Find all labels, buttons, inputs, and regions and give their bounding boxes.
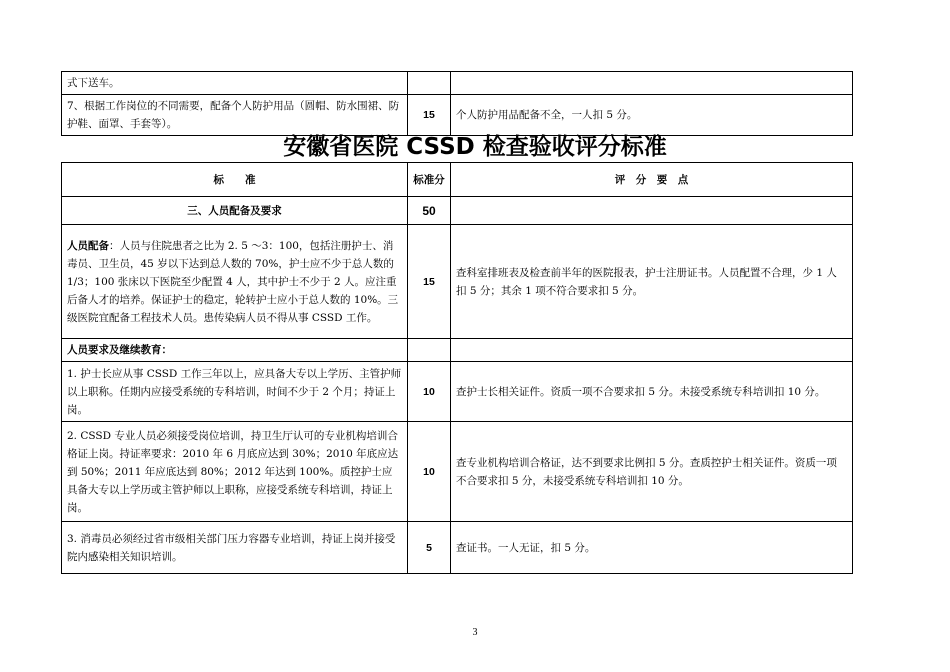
score-cell [408, 339, 451, 362]
points-cell: 查护士长相关证件。资质一项不合要求扣 5 分。未接受系统专科培训扣 10 分。 [451, 362, 853, 422]
header-score: 标准分 [408, 163, 451, 197]
points-cell: 查科室排班表及检查前半年的医院报表，护士注册证书。人员配置不合理，少 1 人扣 5 分；其余 1 项不符合要求扣 5 分。 [451, 225, 853, 339]
points-cell: 个人防护用品配备不全，一人扣 5 分。 [451, 95, 853, 136]
section-points [451, 197, 853, 225]
standard-cell: 3. 消毒员必须经过省市级相关部门压力容器专业培训，持证上岗并接受院内感染相关知识培训。 [62, 522, 408, 574]
education-header: 人员要求及继续教育： [62, 339, 408, 362]
points-cell: 查证书。一人无证，扣 5 分。 [451, 522, 853, 574]
page-title: 安徽省医院 CSSD 检查验收评分标准 [283, 134, 667, 160]
section-label: 三、人员配备及要求 [62, 197, 408, 225]
table-row [62, 522, 853, 574]
table-header-row [62, 163, 853, 197]
score-cell: 15 [408, 225, 451, 339]
staffing-text: ：人员与住院患者之比为 2. 5 ～3：100，包括注册护士、消毒员、卫生员，45 岁以下达到总人数的 70%，护士应不少于总人数的 1/3；100 张床以下医院至少配置 4 人，其中护士不少于 2 人。应注重后备人才的培养。保证护士的稳定，轮转护士应小于总人数的 10%。三级医院宜配备工程技术人员。患传染病人员不得从事 CSSD 工作。 [67, 239, 399, 324]
score-cell: 5 [408, 522, 451, 574]
table-row [62, 339, 853, 362]
staffing-lead: 人员配备 [67, 239, 109, 252]
points-cell [451, 72, 853, 95]
score-cell: 10 [408, 422, 451, 522]
standard-cell [62, 225, 408, 339]
header-standard: 标 准 [62, 163, 408, 197]
section-score: 50 [408, 197, 451, 225]
scoring-table [61, 162, 853, 574]
table-row [62, 225, 853, 339]
page-number: 3 [472, 627, 478, 638]
standard-cell: 式下送车。 [62, 72, 408, 95]
section-row [62, 197, 853, 225]
continuation-table [61, 71, 853, 136]
points-cell: 查专业机构培训合格证，达不到要求比例扣 5 分。查质控护士相关证件。资质一项不合要求扣 5 分，未接受系统专科培训扣 10 分。 [451, 422, 853, 522]
table-row [62, 72, 853, 95]
score-cell: 10 [408, 362, 451, 422]
table-row [62, 362, 853, 422]
points-cell [451, 339, 853, 362]
table-row [62, 422, 853, 522]
standard-cell: 2. CSSD 专业人员必须接受岗位培训，持卫生厅认可的专业机构培训合格证上岗。持证率要求：2010 年 6 月底应达到 30%；2010 年底应达到 50%；2011 年应底达到 80%；2012 年达到 100%。质控护士应具备大专以上学历或主管护师以上职称，应接受系统专科培训，持证上岗。 [62, 422, 408, 522]
standard-cell: 7、根据工作岗位的不同需要，配备个人防护用品（圆帽、防水围裙、防护鞋、面罩、手套等）。 [62, 95, 408, 136]
score-cell: 15 [408, 95, 451, 136]
standard-cell: 1. 护士长应从事 CSSD 工作三年以上，应具备大专以上学历、主管护师以上职称。任期内应接受系统的专科培训，时间不少于 2 个月；持证上岗。 [62, 362, 408, 422]
header-points: 评 分 要 点 [451, 163, 853, 197]
score-cell [408, 72, 451, 95]
